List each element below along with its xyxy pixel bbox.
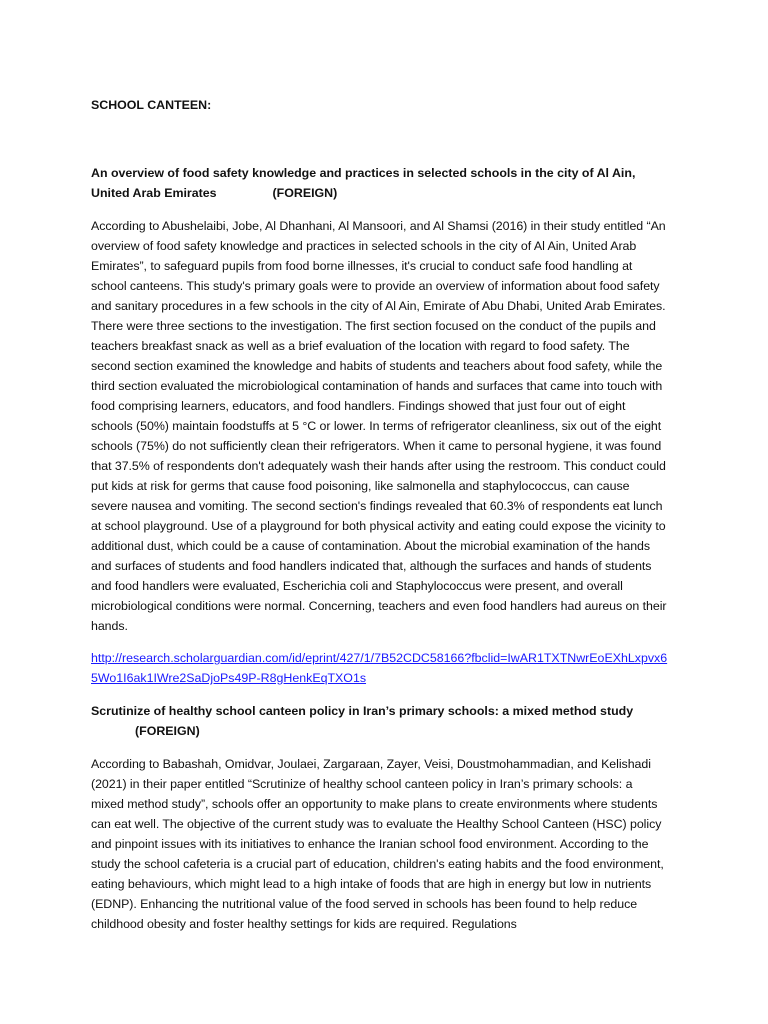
study1-body: According to Abushelaibi, Jobe, Al Dhanhani, Al Mansoori, and Al Shamsi (2016) in their study entitled “An overview of food safety knowledge and practices in selected schools in the city of Al Ain, United Arab Emirates”, to safeguard pupils from food borne illnesses, it's crucial to conduct safe food handling at school canteens. This study's primary goals were to provide an overview of information about food safety and sanitary procedures in a few schools in the city of Al Ain, Emirate of Abu Dhabi, United Arab Emirates. There were three sections to the investigation. The first section focused on the conduct of the pupils and teachers breakfast snack as well as a brief evaluation of the location with regard to food safety. The second section examined the knowledge and habits of students and teachers about food safety, while the third section evaluated the microbiological contamination of hands and surfaces that came into touch with food comprising learners, educators, and food handlers. Findings showed that just four out of eight schools (50%) maintain foodstuffs at 5 °C or lower. In terms of refrigerator cleanliness, six out of the eight schools (75%) do not sufficiently clean their refrigerators. When it came to personal hygiene, it was found that 37.5% of respondents don't adequately wash their hands after using the restroom. This conduct could put kids at risk for germs that cause food poisoning, like salmonella and staphylococcus, can cause severe nausea and vomiting. The second section's findings revealed that 60.3% of respondents eat lunch at school playground. Use of a playground for both physical activity and eating could expose the vicinity to additional dust, which could be a cause of contamination. About the microbial examination of the hands and surfaces of students and food handlers indicated that, although the surfaces and hands of students and food handlers were evaluated, Escherichia coli and Staphylococcus were present, and overall microbiological conditions were normal. Concerning, teachers and even food handlers had aureus on their hands. <box>91 219 667 633</box>
main-heading: SCHOOL CANTEEN: <box>91 98 212 112</box>
study2-body: According to Babashah, Omidvar, Joulaei, Zargaraan, Zayer, Veisi, Doustmohammadian, and Kelishadi (2021) in their paper entitled “Scrutinize of healthy school canteen policy in Iran’s primary schools: a mixed method study”, schools offer an opportunity to make plans to create environments where students can eat well. The objective of the current study was to evaluate the Healthy School Canteen (HSC) policy and pinpoint issues with its initiatives to enhance the Iranian school food environment. According to the study the school cafeteria is a crucial part of education, children's eating habits and the food environment, eating behaviours, which might lead to a high intake of foods that are high in energy but low in nutrients (EDNP). Enhancing the nutritional value of the food served in schools has been found to help reduce childhood obesity and foster healthy settings for kids are required. Regulations <box>91 757 664 931</box>
study2-title <box>91 701 668 741</box>
study2-title-text: Scrutinize of healthy school canteen policy in Iran’s primary schools: a mixed method study <box>91 704 634 718</box>
study2-foreign-tag: (FOREIGN) <box>135 724 200 738</box>
study1-title <box>91 163 668 203</box>
study1-title-text: An overview of food safety knowledge and practices in selected schools in the city of Al Ain, United Arab Emirates <box>91 166 636 200</box>
study1-foreign-tag: (FOREIGN) <box>272 186 338 200</box>
study1-source-link[interactable]: http://research.scholarguardian.com/id/eprint/427/1/7B52CDC58166?fbclid=IwAR1TXTNwrEoEXhLxpvx65Wo1I6ak1IWre2SaDjoPs49P-R8gHenkEqTXO1s <box>91 651 668 685</box>
